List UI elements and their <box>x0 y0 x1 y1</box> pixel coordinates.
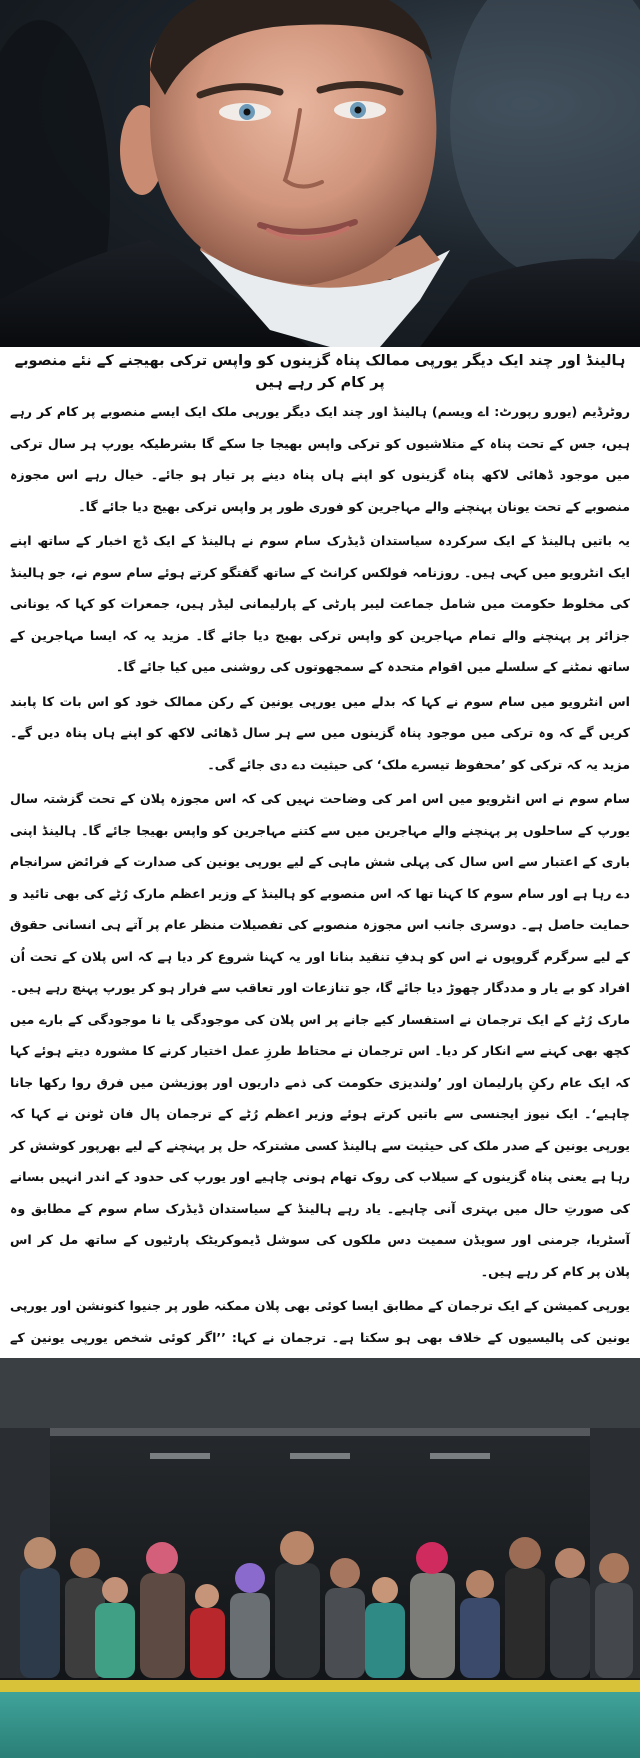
portrait-illustration <box>0 0 640 347</box>
refugees-ferry-photo <box>0 1358 640 1758</box>
article-paragraph: یورپی کمیشن کے ایک ترجمان کے مطابق ایسا کوئی بھی پلان ممکنہ طور پر جنیوا کنونشن اور یورپی یونین کی پالیسیوں کے خلاف بھی ہو سکتا ہے۔ ترجمان نے کہا: ’’اگر کوئی شخص یورپی یونین کے <box>10 1298 630 1345</box>
article-paragraph: یہ باتیں ہالینڈ کے ایک سرکردہ سیاستدان ڈیڈرک سام سوم نے ہالینڈ کے ایک ڈچ اخبار کے ساتھ اپنے ایک انٹرویو میں کہی ہیں۔ روزنامہ فولکس کرانٹ کے ساتھ گفتگو کرتے ہوئے سام سوم نے، جو ہالینڈ کی مخلوط حکومت میں شامل جماعت لیبر پارٹی کے پارلیمانی لیڈر ہیں، جمعرات کو کہا کہ یونانی جزائر پر پہنچنے والے تمام مہاجرین کو واپس ترکی بھیج دیا جائے گا۔ مزید یہ کہ ایسا مہاجرین کے ساتھ نمٹنے کے سلسلے میں اقوام متحدہ کے سمجھوتوں کی روشنی میں کیا جائے گا۔ <box>10 533 630 674</box>
article-paragraph: سام سوم نے اس انٹرویو میں اس امر کی وضاحت نہیں کی کہ اس مجوزہ پلان کے تحت گزشتہ سال یورپ کے ساحلوں پر پہنچنے والے مہاجرین میں سے کتنے مہاجرین کو واپس بھیجا جائے گا۔ ہالینڈ اپنی باری کے اعتبار سے اس سال کی پہلی شش ماہی کے لیے یورپی یونین کی صدارت کے فرائض سرانجام دے رہا ہے اور سام سوم کا کہنا تھا کہ اس منصوبے کو ہالینڈ کے وزیر اعظم مارک رُٹے کی بھی تائید و حمایت حاصل ہے۔ دوسری جانب اس مجوزہ منصوبے کی تفصیلات منظر عام پر آتے ہی انسانی حقوق کے لیے سرگرم گروپوں نے اس کو ہدفِ تنقید بنانا اور یہ کہنا شروع کر دیا ہے کہ اس پلان کے تحت اُن افراد کو بے یار و مددگار چھوڑ دیا جائے گا، جو تنازعات اور تعاقب سے فرار ہو کر یورپ پہنچ رہے ہیں۔ مارک رُٹے کے ایک ترجمان نے استفسار کیے جانے پر اس پلان کی موجودگی یا نا موجودگی کے بارے میں کچھ بھی کہنے سے انکار کر دیا۔ اس ترجمان نے محتاط طرزِ عمل اختیار کرنے کا مشورہ دیتے ہوئے کہا کہ ایک عام رکنِ پارلیمان اور ’ولندیزی حکومت کی ذمے داریوں اور پوزیشن میں فرق روا رکھا جانا چاہیے‘۔ ایک نیوز ایجنسی سے باتیں کرتے ہوئے وزیر اعظم رُٹے کے ترجمان پال فان ٹونن نے کہا کہ یورپی یونین کے صدر ملک کی حیثیت سے ہالینڈ کسی مشترکہ حل پر پہنچنے کے لیے بھرپور کوشش کر رہا ہے یعنی پناہ گزینوں کے سیلاب کی روک تھام ہونی چاہیے اور یورپ کی حدود کے اندر انہیں بسانے کی صورتِ حال میں بہتری آنی چاہیے۔ یاد رہے ہالینڈ کے سیاستدان ڈیڈرک سام سوم کے مطابق وہ آسٹریا، جرمنی اور سویڈن سمیت دس ملکوں کی سوشل ڈیموکریٹک پارٹیوں کے ساتھ مل کر اس پلان پر کام کر رہے ہیں۔ <box>10 791 630 1279</box>
politician-portrait-photo <box>0 0 640 347</box>
refugees-illustration <box>0 1358 640 1758</box>
article-paragraph: اس انٹرویو میں سام سوم نے کہا کہ بدلے میں یورپی یونین کے رکن ممالک خود کو اس بات کا پابند کریں گے کہ وہ ترکی میں موجود پناہ گزینوں میں سے ہر سال ڈھائی لاکھ کو اپنے ہاں پناہ دیں گے۔ مزید یہ کہ ترکی کو ’محفوظ تیسرے ملک‘ کی حیثیت دے دی جائے گی۔ <box>10 693 630 772</box>
article-body <box>10 350 630 1358</box>
article-paragraph: روٹرڈیم (یورو رپورٹ: اے ویسم) ہالینڈ اور چند ایک دیگر یورپی ملک ایک ایسے منصوبے پر کام کر رہے ہیں، جس کے تحت پناہ کے متلاشیوں کو ترکی واپس بھیجا جا سکے گا بشرطیکہ یورپ ہر سال ترکی میں موجود ڈھائی لاکھ پناہ گزینوں کو اپنے ہاں پناہ دینے پر تیار ہو جائے۔ خیال رہے اس مجوزہ منصوبے کے تحت یونان پہنچنے والے مہاجرین کو فوری طور پر واپس ترکی بھیج دیا جائے گا۔ <box>10 404 630 514</box>
article-headline: ہالینڈ اور چند ایک دیگر یورپی ممالک پناہ گزینوں کو واپس ترکی بھیجنے کے نئے منصوبے پر کام کر رہے ہیں <box>14 353 626 391</box>
